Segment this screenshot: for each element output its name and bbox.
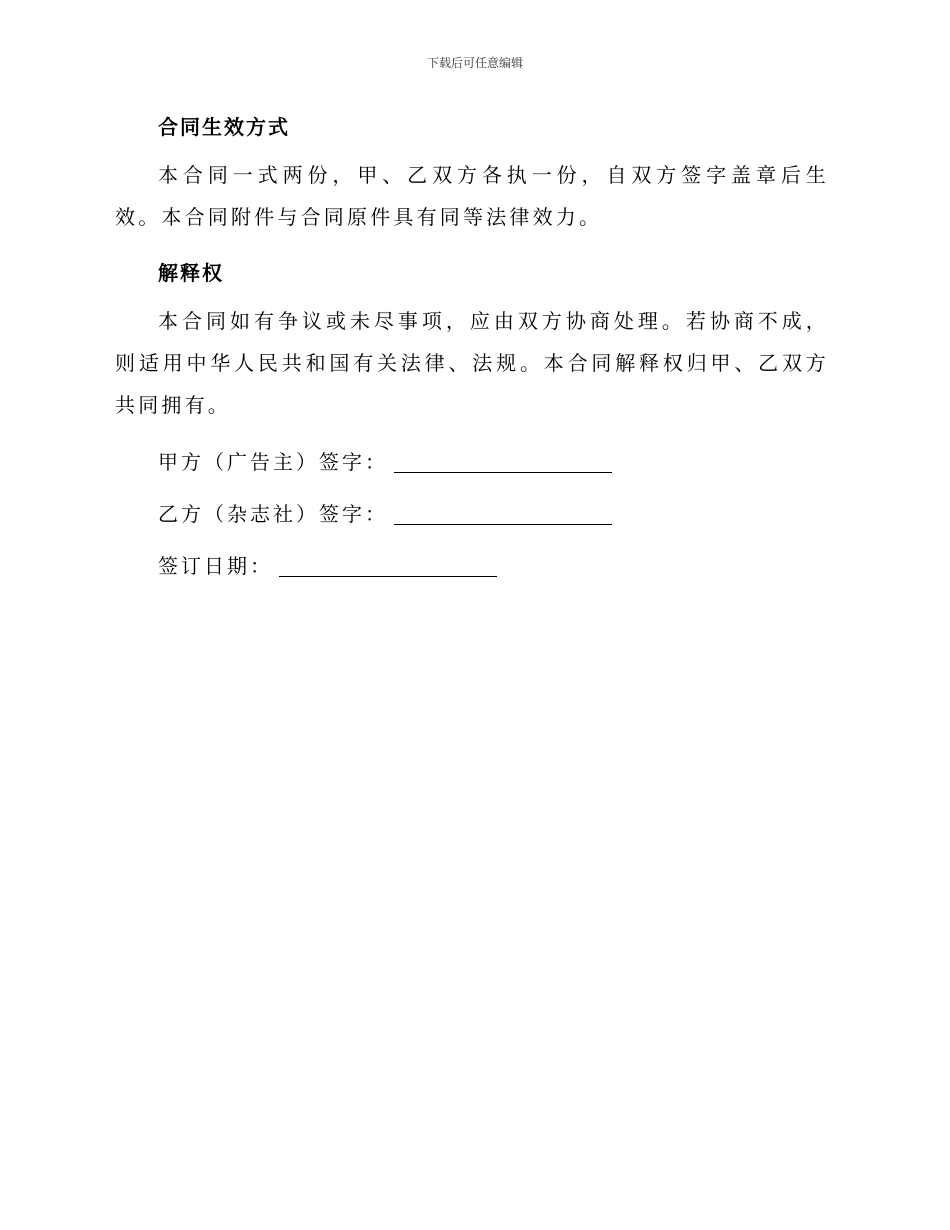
party-a-signature-blank[interactable] [394, 448, 612, 473]
signing-date-label: 签订日期： [158, 554, 273, 578]
signature-block [115, 436, 829, 592]
party-b-signature-label: 乙方（杂志社）签字： [158, 502, 388, 526]
party-a-signature-row [115, 436, 829, 488]
section-heading-interpretation: 解释权 [158, 261, 224, 285]
document-body [115, 112, 829, 592]
header-note: 下载后可任意编辑 [426, 56, 523, 70]
signing-date-row [115, 540, 829, 592]
section-body-effectiveness: 本合同一式两份，甲、乙双方各执一份，自双方签字盖章后生效。本合同附件与合同原件具有同等法律效力。 [115, 163, 829, 229]
party-a-signature-label: 甲方（广告主）签字： [158, 450, 388, 474]
section-body-interpretation: 本合同如有争议或未尽事项，应由双方协商处理。若协商不成，则适用中华人民共和国有关法律、法规。本合同解释权归甲、乙双方共同拥有。 [115, 309, 829, 417]
party-b-signature-blank[interactable] [394, 500, 612, 525]
section-heading-effectiveness: 合同生效方式 [158, 115, 290, 139]
signing-date-blank[interactable] [279, 552, 497, 577]
party-b-signature-row [115, 488, 829, 540]
